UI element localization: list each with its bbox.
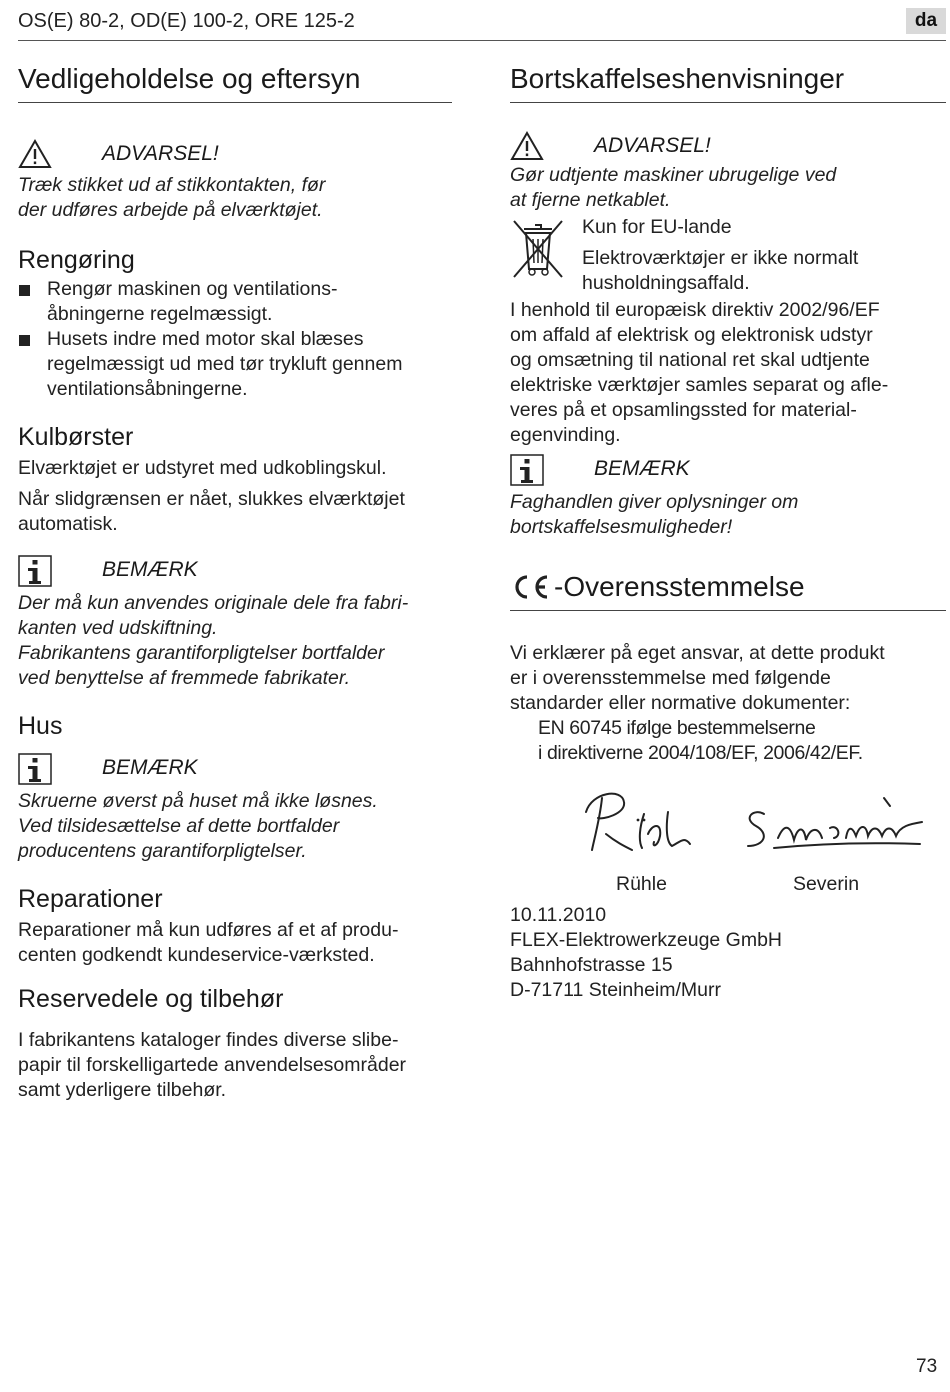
note-text: producentens garantiforpligtelser. xyxy=(18,840,307,862)
page-number: 73 xyxy=(916,1356,938,1377)
parts-text: samt yderligere tilbehør. xyxy=(18,1079,227,1101)
ce-mark-icon xyxy=(510,572,550,602)
weee-text: Elektroværktøjer er ikke normalt xyxy=(582,247,859,269)
standards-text: EN 60745 ifølge bestemmelserne xyxy=(538,717,816,739)
note-text: kanten ved udskiftning. xyxy=(18,617,218,639)
info-icon xyxy=(510,454,544,484)
note-label: BEMÆRK xyxy=(594,457,690,480)
header-divider xyxy=(18,40,946,41)
signature-date: 10.11.2010 xyxy=(510,904,607,926)
parts-text: I fabrikantens kataloger findes diverse slibe- xyxy=(18,1029,399,1051)
weee-notice xyxy=(510,215,946,296)
parts-text: papir til forskelligartede anvendelsesområder xyxy=(18,1054,407,1076)
disposal-heading: Bortskaffelseshenvisninger xyxy=(510,62,946,103)
warning-label: ADVARSEL! xyxy=(594,134,711,157)
info-icon xyxy=(18,555,52,585)
cleaning-list xyxy=(18,277,452,402)
signature-severin xyxy=(734,784,934,864)
warning-text: Gør udtjente maskiner ubrugelige ved xyxy=(510,164,837,186)
company-address: 10.11.2010 FLEX-Elektrowerkzeuge GmbH Bahnhofstrasse 15 D-71711 Steinheim/Murr xyxy=(510,903,946,1003)
signatory-name: Severin xyxy=(792,873,860,895)
warning-label: ADVARSEL! xyxy=(102,142,219,165)
cleaning-heading: Rengøring xyxy=(18,246,135,274)
housing-note xyxy=(18,751,452,864)
brushes-text: automatisk. xyxy=(18,513,118,535)
disposal-note xyxy=(510,452,946,540)
maintenance-warning xyxy=(18,137,452,223)
disposal-warning xyxy=(510,129,946,213)
list-item: Rengør maskinen og ventilations- åbningerne regelmæssigt. xyxy=(18,277,452,327)
note-label: BEMÆRK xyxy=(102,558,198,581)
brushes-text: Elværktøjet er udstyret med udkoblingskul. xyxy=(18,457,387,479)
repairs-heading: Reparationer xyxy=(18,885,163,913)
note-text: bortskaffelsesmuligheder! xyxy=(510,516,733,538)
language-badge: da xyxy=(906,8,946,34)
crossed-bin-icon xyxy=(510,215,582,296)
repairs-text: centen godkendt kundeservice-værksted. xyxy=(18,944,375,966)
warning-triangle-icon xyxy=(510,131,544,161)
note-label: BEMÆRK xyxy=(102,756,198,779)
warning-text: der udføres arbejde på elværktøjet. xyxy=(18,199,323,221)
note-text: Fabrikantens garantiforpligtelser bortfalder xyxy=(18,642,385,664)
weee-text: Kun for EU-lande xyxy=(582,216,732,238)
note-text: Skruerne øverst på huset må ikke løsnes. xyxy=(18,790,378,812)
housing-heading: Hus xyxy=(18,712,63,740)
brushes-note xyxy=(18,553,452,691)
signatures xyxy=(572,788,946,864)
ce-conformity-heading: -Overensstemmelse xyxy=(510,570,946,611)
ce-declaration: Vi erklærer på eget ansvar, at dette produkt er i overensstemmelse med følgende standarder eller normative dokumenter: EN 60745 ifølge bestemmelserne i direktiverne 2004/108/EF, 2006/42/EF. xyxy=(510,641,946,766)
note-text: Der må kun anvendes originale dele fra fabri- xyxy=(18,592,409,614)
left-column xyxy=(18,56,452,1103)
directive-text: I henhold til europæisk direktiv 2002/96/EF om affald af elektrisk og elektronisk udstyr og omsætning til national ret skal udtjente elektriske værktøjer samles separat og afle- veres på et opsamlingssted for material- egenvinding. xyxy=(510,299,889,446)
right-column xyxy=(510,56,946,1003)
signatory-name: Rühle xyxy=(616,873,667,895)
maintenance-heading: Vedligeholdelse og eftersyn xyxy=(18,62,452,103)
note-text: Faghandlen giver oplysninger om xyxy=(510,491,799,513)
document-model-title: OS(E) 80-2, OD(E) 100-2, ORE 125-2 xyxy=(18,10,355,32)
note-text: ved benyttelse af fremmede fabrikater. xyxy=(18,667,351,689)
note-text: Ved tilsidesættelse af dette bortfalder xyxy=(18,815,340,837)
brushes-text: Når slidgrænsen er nået, slukkes elværktøjet xyxy=(18,488,405,510)
signature-ruhle xyxy=(572,784,702,864)
parts-heading: Reservedele og tilbehør xyxy=(18,985,284,1013)
brushes-heading: Kulbørster xyxy=(18,423,134,451)
repairs-text: Reparationer må kun udføres af et af produ- xyxy=(18,919,399,941)
warning-text: Træk stikket ud af stikkontakten, før xyxy=(18,174,326,196)
standards-text: i direktiverne 2004/108/EF, 2006/42/EF. xyxy=(538,742,863,764)
list-item: Husets indre med motor skal blæses regelmæssigt ud med tør trykluft gennem ventilationsåbningerne. xyxy=(18,327,452,402)
info-icon xyxy=(18,753,52,783)
warning-text: at fjerne netkablet. xyxy=(510,189,671,211)
weee-text: husholdningsaffald. xyxy=(582,272,750,294)
warning-triangle-icon xyxy=(18,139,52,169)
